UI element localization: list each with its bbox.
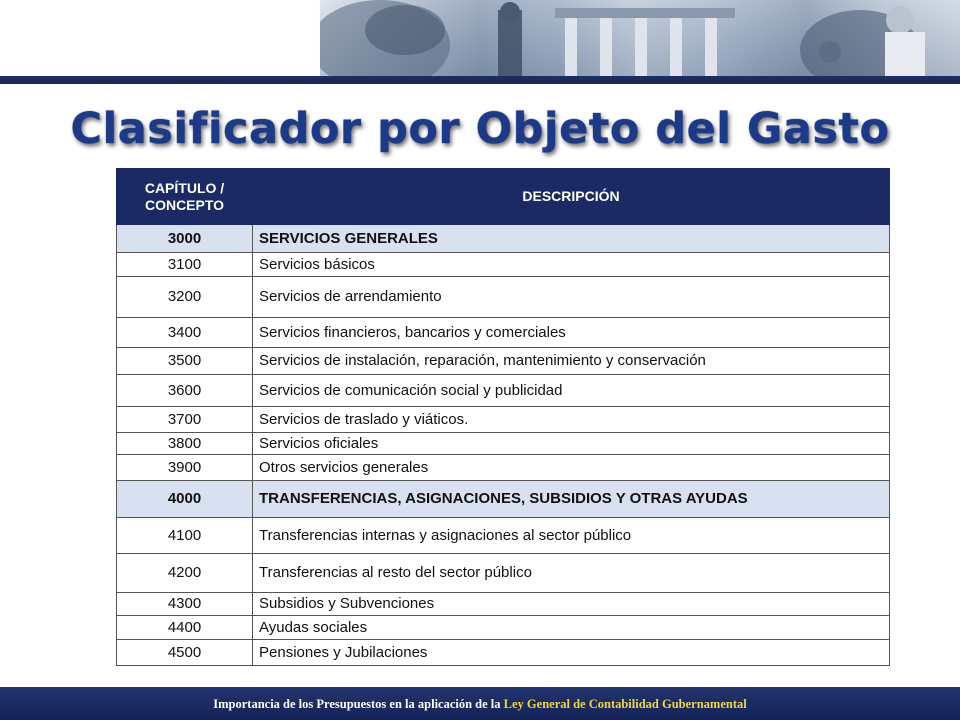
row-description: SERVICIOS GENERALES [253, 225, 890, 253]
row-description: Servicios de comunicación social y publicidad [253, 375, 890, 407]
row-description: Servicios de instalación, reparación, mantenimiento y conservación [253, 348, 890, 375]
table-row [117, 554, 890, 593]
row-code: 3100 [117, 253, 253, 277]
table-row [117, 407, 890, 433]
row-code: 3200 [117, 277, 253, 318]
row-code: 4000 [117, 481, 253, 518]
table-row [117, 318, 890, 348]
row-description: Servicios financieros, bancarios y comerciales [253, 318, 890, 348]
table-row [117, 433, 890, 455]
table-row [117, 375, 890, 407]
row-code: 3600 [117, 375, 253, 407]
row-description: Servicios oficiales [253, 433, 890, 455]
footer-text [0, 697, 960, 712]
row-description: Ayudas sociales [253, 616, 890, 640]
row-code: 3900 [117, 455, 253, 481]
table-row [117, 593, 890, 616]
row-description: Otros servicios generales [253, 455, 890, 481]
column-header-description: DESCRIPCIÓN [253, 169, 890, 225]
banner-divider [0, 76, 960, 84]
row-code: 4300 [117, 593, 253, 616]
row-code: 3000 [117, 225, 253, 253]
row-code: 3800 [117, 433, 253, 455]
row-code: 4500 [117, 640, 253, 666]
footer-caption: Importancia de los Presupuestos en la aplicación de la [213, 697, 501, 711]
table-header-row [117, 169, 890, 225]
table-row [117, 455, 890, 481]
row-code: 4400 [117, 616, 253, 640]
classifier-table [116, 168, 890, 666]
page-title: Clasificador por Objeto del Gasto [70, 104, 890, 154]
row-code: 3700 [117, 407, 253, 433]
row-description: Subsidios y Subvenciones [253, 593, 890, 616]
monument-banner-image [320, 0, 960, 84]
footer-bar [0, 687, 960, 720]
table-group-row [117, 481, 890, 518]
column-header-chapter: CAPÍTULO / CONCEPTO [117, 169, 253, 225]
table-row [117, 640, 890, 666]
row-description: Servicios básicos [253, 253, 890, 277]
table-group-row [117, 225, 890, 253]
row-description: Servicios de arrendamiento [253, 277, 890, 318]
footer-law-name: Ley General de Contabilidad Gubernamental [503, 697, 747, 711]
row-description: Servicios de traslado y viáticos. [253, 407, 890, 433]
row-code: 3400 [117, 318, 253, 348]
row-description: Transferencias al resto del sector público [253, 554, 890, 593]
row-description: Pensiones y Jubilaciones [253, 640, 890, 666]
row-description: Transferencias internas y asignaciones al sector público [253, 518, 890, 554]
table-row [117, 277, 890, 318]
header-banner [0, 0, 960, 84]
table-row [117, 616, 890, 640]
table-row [117, 348, 890, 375]
table-row [117, 253, 890, 277]
table-row [117, 518, 890, 554]
row-code: 4200 [117, 554, 253, 593]
row-code: 4100 [117, 518, 253, 554]
table-body [117, 225, 890, 666]
row-description: TRANSFERENCIAS, ASIGNACIONES, SUBSIDIOS Y OTRAS AYUDAS [253, 481, 890, 518]
row-code: 3500 [117, 348, 253, 375]
